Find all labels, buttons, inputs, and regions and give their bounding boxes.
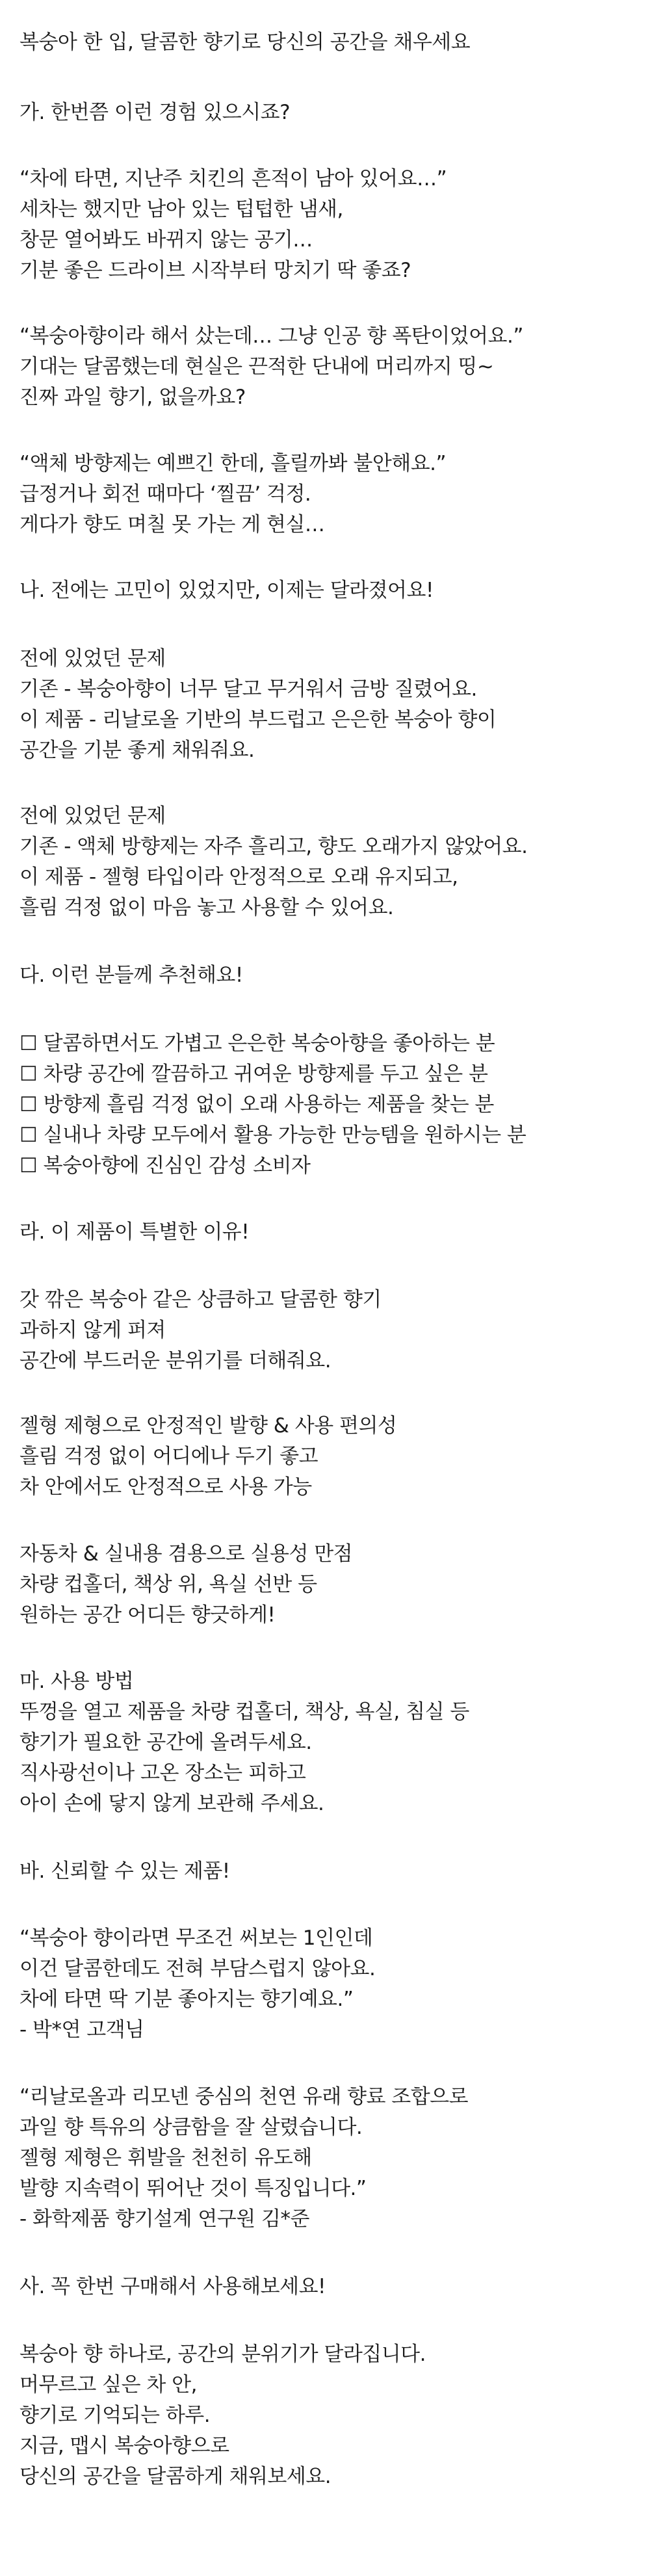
recommend-checkbox-item-2: ☐ 차량 공간에 깔끔하고 귀여운 방향제를 두고 싶은 분 [20,1062,488,1086]
before-after-1-line-4: 공간을 기분 좋게 채워줘요. [20,739,255,762]
closing-line-2: 머무르고 싶은 차 안, [20,2373,197,2397]
feature-2-line-1: 젤형 제형으로 안정적인 발향 & 사용 편의성 [20,1414,397,1438]
before-after-1-line-3: 이 제품 - 리날로올 기반의 부드럽고 은은한 복숭아 향이 [20,708,497,731]
before-after-2-line-3: 이 제품 - 젤형 타입이라 안정적으로 오래 유지되고, [20,865,458,889]
feature-1-line-1: 갓 깎은 복숭아 같은 상큼하고 달콤한 향기 [20,1288,382,1311]
usage-line-3: 직사광선이나 고온 장소는 피하고 [20,1761,306,1785]
before-after-2-line-2: 기존 - 액체 방향제는 자주 흘리고, 향도 오래가지 않았어요. [20,835,528,858]
pain-point-quote-3-line-2: 급정거나 회전 때마다 ‘찔끔’ 걱정. [20,482,311,506]
review-1-line-2: 이건 달콤한데도 전혀 부담스럽지 않아요. [20,1957,376,1980]
before-after-1-line-1: 전에 있었던 문제 [20,647,166,670]
recommend-checkbox-item-4: ☐ 실내나 차량 모두에서 활용 가능한 만능템을 원하시는 분 [20,1124,526,1147]
usage-line-1: 뚜껑을 열고 제품을 차량 컵홀더, 책상, 욕실, 침실 등 [20,1700,469,1724]
pain-point-quote-1-line-3: 창문 열어봐도 바뀌지 않는 공기… [20,228,313,252]
feature-1-line-3: 공간에 부드러운 분위기를 더해줘요. [20,1349,332,1373]
pain-point-quote-1-line-2: 세차는 했지만 남아 있는 텁텁한 냄새, [20,198,343,221]
pain-point-quote-2-line-1: “복숭아향이라 해서 샀는데… 그냥 인공 향 폭탄이었어요.” [20,324,523,348]
review-2-line-1: “리날로올과 리모넨 중심의 천연 유래 향료 조합으로 [20,2085,469,2109]
section-heading-ma: 마. 사용 방법 [20,1670,134,1693]
section-heading-da: 다. 이런 분들께 추천해요! [20,964,243,987]
review-2-line-3: 젤형 제형은 휘발을 천천히 유도해 [20,2146,312,2170]
feature-2-line-3: 차 안에서도 안정적으로 사용 가능 [20,1475,312,1499]
recommend-checkbox-item-3: ☐ 방향제 흘림 걱정 없이 오래 사용하는 제품을 찾는 분 [20,1093,494,1116]
review-1-line-3: 차에 타면 딱 기분 좋아지는 향기예요.” [20,1988,354,2011]
closing-line-4: 지금, 맵시 복숭아향으로 [20,2434,229,2458]
recommend-checkbox-item-1: ☐ 달콤하면서도 가볍고 은은한 복숭아향을 좋아하는 분 [20,1032,495,1055]
section-heading-ra: 라. 이 제품이 특별한 이유! [20,1220,250,1244]
pain-point-quote-1-line-1: “차에 타면, 지난주 치킨의 흔적이 남아 있어요…” [20,167,447,191]
review-2-author: - 화학제품 향기설계 연구원 김*준 [20,2207,309,2231]
pain-point-quote-3-line-3: 게다가 향도 며칠 못 가는 게 현실… [20,513,325,536]
usage-line-2: 향기가 필요한 공간에 올려두세요. [20,1731,312,1754]
closing-line-3: 향기로 기억되는 하루. [20,2404,211,2427]
review-2-line-2: 과일 향 특유의 상큼함을 잘 살렸습니다. [20,2116,363,2139]
closing-line-1: 복숭아 향 하나로, 공간의 분위기가 달라집니다. [20,2343,426,2366]
review-1-line-1: “복숭아 향이라면 무조건 써보는 1인인데 [20,1926,373,1950]
feature-2-line-2: 흘림 걱정 없이 어디에나 두기 좋고 [20,1445,318,1468]
feature-3-line-3: 원하는 공간 어디든 향긋하게! [20,1603,276,1627]
before-after-2-line-1: 전에 있었던 문제 [20,804,166,828]
pain-point-quote-2-line-3: 진짜 과일 향기, 없을까요? [20,386,246,409]
recommend-checkbox-item-5: ☐ 복숭아향에 진심인 감성 소비자 [20,1154,311,1177]
pain-point-quote-1-line-4: 기분 좋은 드라이브 시작부터 망치기 딱 좋죠? [20,259,411,282]
section-heading-na: 나. 전에는 고민이 있었지만, 이제는 달라졌어요! [20,579,434,602]
section-heading-ba: 바. 신뢰할 수 있는 제품! [20,1860,230,1883]
before-after-1-line-2: 기존 - 복숭아향이 너무 달고 무거워서 금방 질렸어요. [20,677,477,701]
pain-point-quote-3-line-1: “액체 방향제는 예쁘긴 한데, 흘릴까봐 불안해요.” [20,452,447,475]
usage-line-4: 아이 손에 닿지 않게 보관해 주세요. [20,1792,324,1815]
pain-point-quote-2-line-2: 기대는 달콤했는데 현실은 끈적한 단내에 머리까지 띵~ [20,355,494,378]
closing-line-5: 당신의 공간을 달콤하게 채워보세요. [20,2465,332,2488]
before-after-2-line-4: 흘림 걱정 없이 마음 놓고 사용할 수 있어요. [20,896,394,919]
review-1-author: - 박*연 고객님 [20,2018,144,2042]
feature-1-line-2: 과하지 않게 퍼져 [20,1319,166,1342]
page-title: 복숭아 한 입, 달콤한 향기로 당신의 공간을 채우세요 [20,31,471,54]
review-2-line-4: 발향 지속력이 뛰어난 것이 특징입니다.” [20,2177,367,2200]
feature-3-line-2: 차량 컵홀더, 책상 위, 욕실 선반 등 [20,1573,317,1596]
section-heading-ga: 가. 한번쯤 이런 경험 있으시죠? [20,101,291,124]
feature-3-line-1: 자동차 & 실내용 겸용으로 실용성 만점 [20,1542,353,1566]
section-heading-sa: 사. 꼭 한번 구매해서 사용해보세요! [20,2275,326,2298]
